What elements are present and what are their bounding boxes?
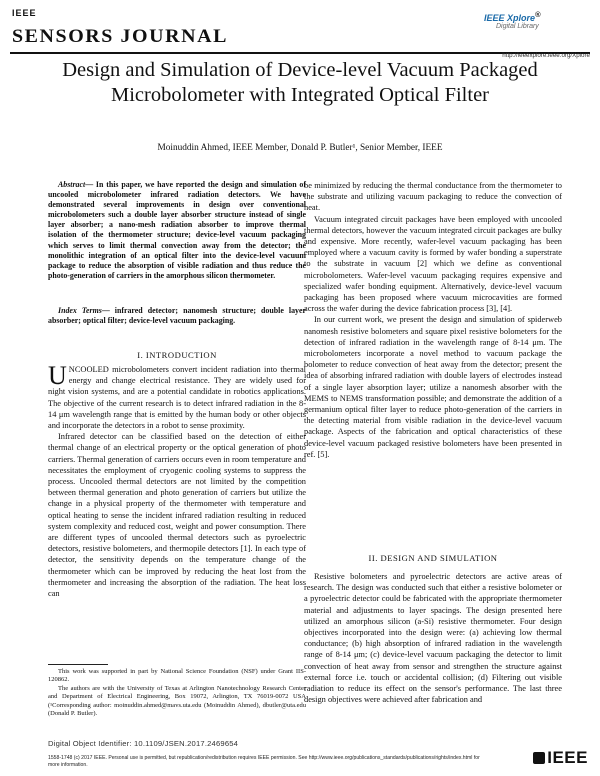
- journal-name: SENSORS JOURNAL: [12, 26, 228, 47]
- design-paragraph-1: Resistive bolometers and pyroelectric detectors are active areas of research. The design was conducted such that either a resistive bolometer or a pyroelectric detector could be fabricated with the appropriate thermometer material and adjustments to layer spacings. The design presented here utilized an amorphous silicon (a-Si) resistive thermometer. Four design objectives incorporated into the design were: (a) achieving low thermal conductance; (b) high absorption of infrared radiation in the wavelength range of 8-14 μm; (c) device-level vacuum packaging the detector to limit convection of heat away from sensor and strengthen the structure against external force i.e. touch or accidental collision; (d) Filtering out visible radiation to reduce its effect on the sensor's performance. The last three design objectives were achieved after fabrication and: [304, 572, 562, 705]
- index-terms-text: — infrared detector; nanomesh structure; double layer absorber; optical filter; device-level vacuum packaging.: [48, 306, 306, 326]
- xplore-reg: ®: [535, 10, 541, 19]
- footnote-authors: The authors are with the University of Texas at Arlington Nanotechnology Research Center and Department of Electrical Engineering, Box 19072, Arlington, TX 76019-0072 USA (¹Corresponding author: moinuddin.ahmed@mavs.uta.edu (Moinuddin Ahmed), dbutler@uta.edu (Donald P. Butler).: [48, 684, 306, 718]
- doi[interactable]: Digital Object Identifier: 10.1109/JSEN.2017.2469654: [48, 739, 239, 748]
- paper-authors: Moinuddin Ahmed, IEEE Member, Donald P. Butler¹, Senior Member, IEEE: [157, 143, 443, 153]
- abstract: [48, 180, 306, 281]
- abstract-text: — In this paper, we have reported the design and simulation of uncooled microbolometer infrared radiation detectors. We have demonstrated several improvements in design over conventional microbolometers such a double layer absorber structure instead of single layer absorber; a nano-mesh radiation absorber to improve thermal isolation of the thermometer structure; device-level vacuum packaging which serves to limit thermal convection away from the detector; the monolithic integration of an optical filter into the device-level vacuum package to reduce the absorption of visible radiation and thus reduce the photo-generation of carriers in the amorphous silicon thermometer.: [48, 180, 306, 280]
- right-paragraph-3: In our current work, we present the design and simulation of spiderweb nanomesh resistive bolometers and square pixel resistive bolometers for the detection of infrared radiation in the wavelength range of 8-14 μm. The microbolometers incorporate a novel method to vacuum package the bolometer to reduce convection of heat away from the detector; present the idea of absorbing infrared radiation with double layers of electrodes instead of a single layer absorption layer; utilize a nanomesh absorber with the MEMS to NEMS transformation possible; and demonstrate the addition of a germanium optical filter layer to reduce photo-generation of the carriers in the detecting material from visible radiation in the device-level vacuum package. Aspects of the fabrication and optical characteristics of these device-level vacuum packaged resistive bolometers have been presented in ref. [5].: [304, 315, 562, 459]
- copyright-notice: 1558-1748 (c) 2017 IEEE. Personal use is permitted, but republication/redistribution requires IEEE permission. See http://www.ieee.org/publications_standards/publications/rights/index.html for more information.: [48, 755, 480, 768]
- paper-title: Design and Simulation of Device-level Vacuum Packaged Microbolometer with Integrated Optical Filter: [62, 59, 538, 106]
- right-paragraph-1: be minimized by reducing the thermal conductance from the thermometer to the substrate and utilizing vacuum packaging to reduce the convection of heat.: [304, 181, 562, 213]
- intro-dropcap: U: [48, 361, 67, 390]
- index-terms-label: Index Terms: [58, 306, 102, 315]
- footnote-funding: This work was supported in part by National Science Foundation (NSF) under Grant IIS-120862.: [48, 668, 306, 684]
- ieee-footer-logo: [533, 748, 588, 768]
- left-column-body: [48, 361, 306, 599]
- ieee-small-logo: IEEE: [12, 8, 37, 18]
- xplore-prefix: IEEE: [484, 13, 508, 23]
- right-column-body: [304, 180, 562, 460]
- intro-paragraph-1: NCOOLED microbolometers convert incident radiation into thermal energy and change electrical resistance. They are widely used for night vision systems, and are a potential candidate in robotics applications. The objective of the current research is to detect infrared radiation in the 8-14 μm wavelength range that is emitted by the human body or other objects and incorporate the detectors in a robot to sense proximity.: [48, 365, 306, 431]
- xplore-subtitle: Digital Library: [496, 23, 539, 30]
- right-paragraph-2: Vacuum integrated circuit packages have been employed with uncooled thermal detectors, however the vacuum integrated circuit packages are bulky and expensive. More recently, wafer-level vacuum packaging has been employed where a vacuum cavity is formed by wafer bonding a superstrate to the substrate in vacuum [2] which we define as conventional microbolometers. Wafer-level vacuum packaging requires expensive and specialized wafer bonding equipment. Alternatively, device-level vacuum packaging has been proposed where vacuum microcavities are formed across the wafer during the device fabrication process [3], [4].: [304, 214, 562, 314]
- xplore-url[interactable]: http://ieeexplore.ieee.org/Xplore: [502, 52, 590, 59]
- design-section-body: [304, 571, 562, 705]
- index-terms: [48, 306, 306, 326]
- abstract-label: Abstract: [58, 180, 86, 189]
- design-heading: II. DESIGN AND SIMULATION: [368, 553, 498, 563]
- intro-paragraph-2: Infrared detector can be classified based on the detection of either thermal change of an electrical property or the optical generation of photo carriers. Thermal generation of carriers occurs even in room temperature and necessitates the employment of cryogenic cooling systems to suppress the process. Uncooled thermal detectors are not limited by the competition between thermal generation and photo generation of carriers but utilize the change in a physical property of the thermometer with temperature and optical heating to sense the incident infrared radiation resulting in reduced system complexity and reduced cost, weight and power consumption. There are different types of uncooled thermal detectors such as pyroelectric detectors, resistive bolometers, and thermopile detectors [1]. In each type of detector, the sensitivity depends on the temperature change of the thermometer which can be improved by reducing the heat lost from the thermometer and increasing the absorption of the radiation. The heat loss can: [48, 432, 306, 599]
- footnotes: [48, 668, 306, 718]
- ieee-xplore-logo[interactable]: [484, 10, 584, 30]
- xplore-brand: Xplore: [507, 13, 536, 23]
- footnote-rule: [48, 664, 108, 665]
- ieee-diamond-icon: [533, 752, 545, 764]
- ieee-footer-text: IEEE: [547, 748, 588, 767]
- intro-heading: I. INTRODUCTION: [137, 350, 217, 360]
